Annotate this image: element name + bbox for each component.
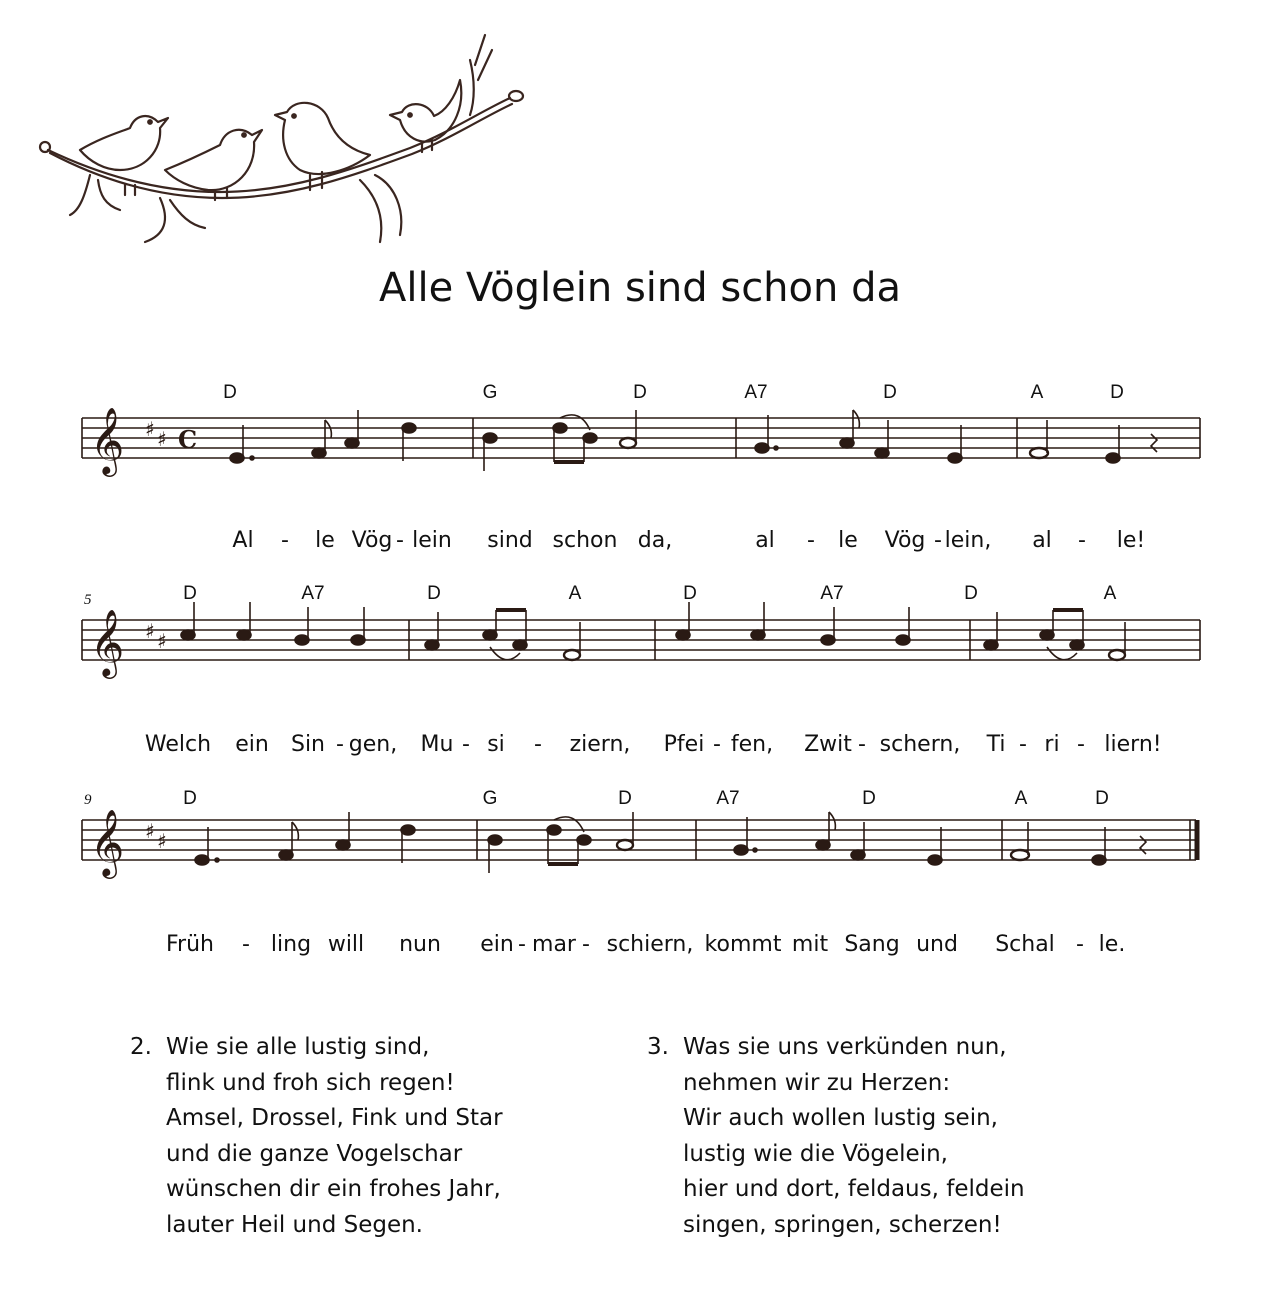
lyric-syllable: - [336, 732, 344, 757]
svg-text:♯: ♯ [157, 427, 167, 451]
lyric-syllable: - [713, 732, 721, 757]
lyric-syllable: Mu [420, 732, 454, 757]
lyric-syllable: - [1076, 932, 1084, 957]
verse-line: lauter Heil und Segen. [166, 1211, 423, 1238]
lyric-syllable: Schal [995, 932, 1055, 957]
lyric-syllable: - [534, 732, 542, 757]
music-system-1 [0, 370, 1280, 570]
verse-line: hier und dort, feldaus, feldein [683, 1176, 1025, 1202]
measure-number: 5 [84, 592, 92, 608]
lyric-syllable: Ti [986, 732, 1006, 757]
music-system-3 [0, 772, 1280, 972]
lyric-syllable: le. [1098, 932, 1126, 957]
lyric-syllable: schern, [879, 732, 961, 757]
verse-line: wünschen dir ein frohes Jahr, [166, 1176, 501, 1202]
chord-symbol: D [223, 382, 237, 403]
svg-text:C: C [178, 425, 198, 454]
staff-2 [0, 572, 1280, 712]
verse-line: singen, springen, scherzen! [683, 1211, 1002, 1238]
chord-symbol: D [183, 788, 197, 809]
chord-symbol: D [1110, 382, 1124, 403]
lyric-syllable: kommt [704, 932, 782, 957]
verse-line: nehmen wir zu Herzen: [683, 1069, 951, 1096]
lyric-syllable: liern! [1104, 732, 1162, 757]
chord-symbol: D [883, 382, 897, 403]
music-system-2 [0, 572, 1280, 772]
lyric-syllable: - [858, 732, 866, 757]
lyric-syllable: Al [232, 528, 254, 553]
chord-symbol: A [1014, 788, 1028, 809]
lyric-syllable: - [281, 528, 289, 553]
chord-symbol: G [482, 788, 498, 809]
chord-symbol: A7 [820, 583, 844, 604]
chord-symbol: G [482, 382, 498, 403]
chord-symbol: D [633, 382, 647, 403]
lyric-syllable: - [1019, 732, 1027, 757]
lyric-syllable: ri [1044, 732, 1060, 757]
verse-line: lustig wie die Vögelein, [683, 1140, 948, 1167]
lyric-syllable: ein [480, 932, 514, 957]
chord-symbol: A7 [301, 583, 325, 604]
song-title: Alle Vöglein sind schon da [379, 265, 901, 311]
svg-text:♯: ♯ [157, 829, 167, 853]
chord-symbol: A7 [744, 382, 768, 403]
chord-symbol: A [1030, 382, 1044, 403]
svg-text:𝄞: 𝄞 [90, 406, 125, 474]
lyric-syllable: Sin [290, 732, 326, 757]
svg-text:♯: ♯ [145, 417, 155, 441]
lyric-syllable: sind [487, 528, 533, 553]
lyric-syllable: lein [412, 528, 452, 553]
lyric-syllable: gen, [348, 732, 398, 757]
lyric-syllable: - [934, 528, 942, 553]
staff-3 [0, 772, 1280, 912]
verse-line: Amsel, Drossel, Fink und Star [166, 1105, 503, 1131]
lyric-syllable: - [807, 528, 815, 553]
lyric-syllable: le [315, 528, 335, 553]
lyric-syllable: - [462, 732, 470, 757]
lyric-syllable: si [487, 732, 505, 757]
lyric-syllable: und [916, 932, 958, 957]
chord-symbol: D [862, 788, 876, 809]
lyric-syllable: schiern, [606, 932, 694, 957]
lyric-syllable: al [1032, 528, 1052, 553]
lyric-syllable: Früh [166, 932, 214, 957]
chord-symbol: A [568, 583, 582, 604]
chord-symbol: A7 [716, 788, 740, 809]
svg-text:♯: ♯ [145, 619, 155, 643]
lyric-syllable: - [242, 932, 250, 957]
measure-number: 9 [84, 792, 92, 808]
verse-line: und die ganze Vogelschar [166, 1140, 463, 1167]
verse-number: 2. [130, 1034, 152, 1060]
lyric-syllable: Sang [844, 932, 900, 957]
lyric-syllable: lein, [944, 528, 992, 553]
verse-2 [130, 1030, 503, 1243]
chord-symbol: A [1103, 583, 1117, 604]
verse-line: Was sie uns verkünden nun, [683, 1034, 1007, 1060]
lyric-syllable: schon [552, 528, 618, 553]
lyric-syllable: - [582, 932, 590, 957]
svg-text:♯: ♯ [157, 629, 167, 653]
lyric-syllable: Vög [884, 528, 926, 553]
lyric-syllable: fen, [730, 732, 774, 757]
staff-1 [0, 370, 1280, 510]
lyric-syllable: - [1078, 528, 1086, 553]
verse-number: 3. [647, 1034, 669, 1060]
lyric-syllable: - [1077, 732, 1085, 757]
svg-text:♯: ♯ [145, 819, 155, 843]
lyric-syllable: - [396, 528, 404, 553]
lyric-syllable: al [755, 528, 775, 553]
verse-3 [647, 1030, 1025, 1243]
verse-line: Wir auch wollen lustig sein, [683, 1105, 998, 1131]
chord-symbol: D [427, 583, 441, 604]
chord-symbol: D [183, 583, 197, 604]
chord-symbol: D [964, 583, 978, 604]
chord-symbol: D [683, 583, 697, 604]
svg-text:𝄞: 𝄞 [90, 808, 125, 876]
lyric-syllable: le! [1116, 528, 1146, 553]
svg-text:𝄞: 𝄞 [90, 608, 125, 676]
chord-symbol: D [618, 788, 632, 809]
chord-symbol: D [1095, 788, 1109, 809]
lyric-syllable: will [327, 932, 365, 957]
lyric-syllable: ein [235, 732, 269, 757]
lyric-syllable: Vög [351, 528, 393, 553]
lyric-syllable: ziern, [569, 732, 631, 757]
lyric-syllable: Welch [144, 732, 212, 757]
verse-line: flink und froh sich regen! [166, 1069, 455, 1096]
lyric-syllable: mit [791, 932, 829, 957]
lyric-syllable: da, [637, 528, 673, 553]
lyric-syllable: ling [270, 932, 312, 957]
lyric-syllable: Zwit [804, 732, 852, 757]
verse-line: Wie sie alle lustig sind, [166, 1034, 430, 1060]
lyric-syllable: nun [399, 932, 441, 957]
lyric-syllable: - [518, 932, 526, 957]
lyric-syllable: le [838, 528, 858, 553]
lyric-syllable: mar [532, 932, 576, 957]
lyric-syllable: Pfei [663, 732, 705, 757]
